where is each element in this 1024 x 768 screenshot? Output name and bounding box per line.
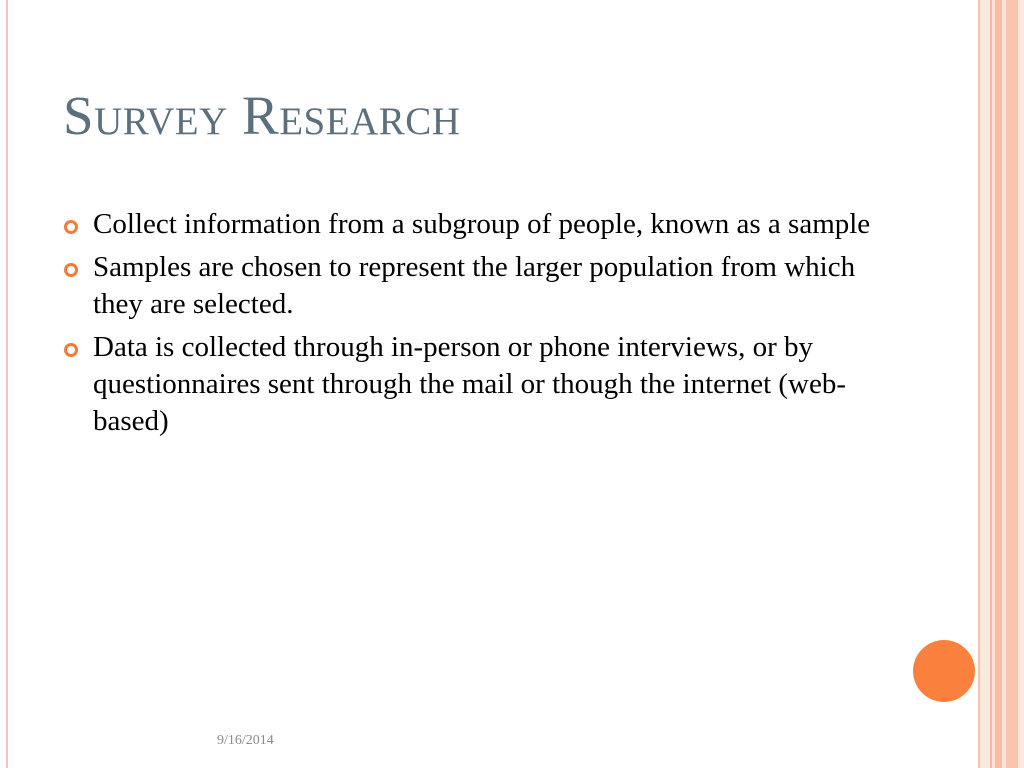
stripe [980,0,990,768]
bullet-text: Samples are chosen to represent the larger population from which they are selected. [93,251,856,320]
bullet-item [62,206,892,243]
hollow-circle-bullet-icon [64,343,78,357]
orange-circle-decoration [913,640,975,702]
stripe [995,0,1002,768]
left-border-line [6,0,8,768]
hollow-circle-bullet-icon [64,220,78,234]
right-decorative-stripes [978,0,1024,768]
bullet-text: Data is collected through in-person or phone interviews, or by questionnaires sent through the mail or though the internet (web-based) [93,331,847,437]
bullet-text: Collect information from a subgroup of people, known as a sample [93,208,871,240]
bullet-list [62,206,892,446]
bullet-item [62,249,892,323]
slide-title: Survey Research [63,85,461,146]
stripe [1006,0,1018,768]
bullet-item [62,329,892,440]
stripe [1018,0,1024,768]
hollow-circle-bullet-icon [64,263,78,277]
footer-date: 9/16/2014 [217,733,274,748]
